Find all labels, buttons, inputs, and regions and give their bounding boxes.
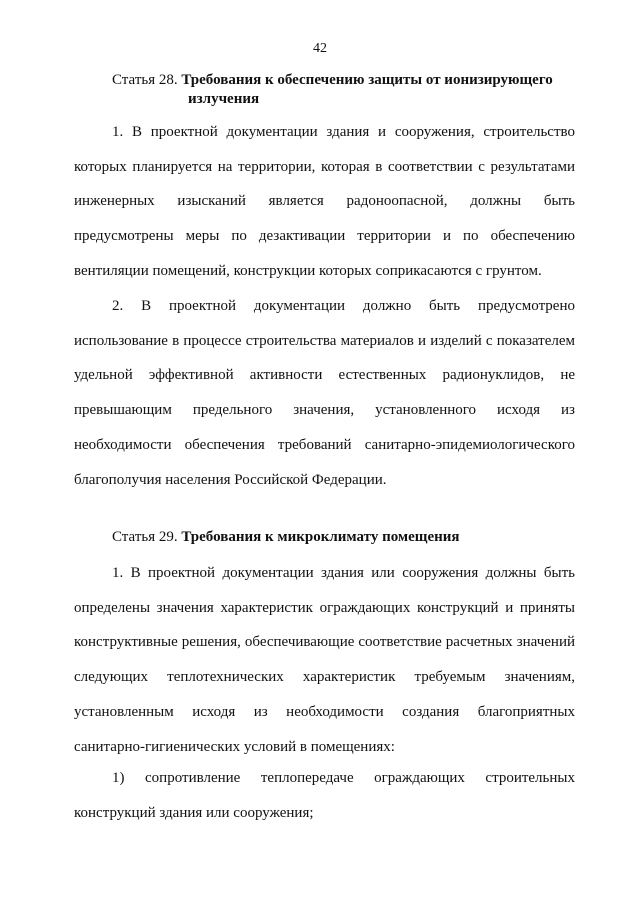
article-28-label: Статья 28. <box>112 72 178 88</box>
article-28-title-continuation: излучения <box>188 91 260 107</box>
article-29-heading <box>112 528 582 547</box>
article-28-paragraph-1: 1. В проектной документации здания и сооружения, строительство которых планируется на территории, которая в соответствии с результатами инженерных изысканий является радоноопасной, должны быть предусмотрены меры по дезактивации территории и по обеспечению вентиляции помещений, конструкции которых соприкасаются с грунтом. <box>74 124 575 279</box>
article-29-paragraph-1: 1. В проектной документации здания или сооружения должны быть определены значения характеристик ограждающих конструкций и приняты конструктивные решения, обеспечивающие соответствие расчетных значений следующих теплотехнических характеристик требуемым значениям, установленным исходя из необходимости создания благоприятных санитарно-гигиенических условий в помещениях: <box>74 565 575 755</box>
article-29-label: Статья 29. <box>112 529 178 545</box>
article-28-paragraph-2: 2. В проектной документации должно быть предусмотрено использование в процессе строительства материалов и изделий с показателем удельной эффективной активности естественных радионуклидов, не превышающим предельного значения, установленного исходя из необходимости обеспечения требований санитарно-эпидемиологического благополучия населения Российской Федерации. <box>74 298 575 488</box>
article-29-title: Требования к микроклимату помещения <box>181 529 460 545</box>
page-number: 42 <box>313 41 327 56</box>
article-28-heading <box>112 71 582 109</box>
article-29-list-item-1: 1) сопротивление теплопередаче ограждающих строительных конструкций здания или сооружения; <box>74 770 575 821</box>
article-28-title: Требования к обеспечению защиты от ионизирующего <box>181 72 553 88</box>
